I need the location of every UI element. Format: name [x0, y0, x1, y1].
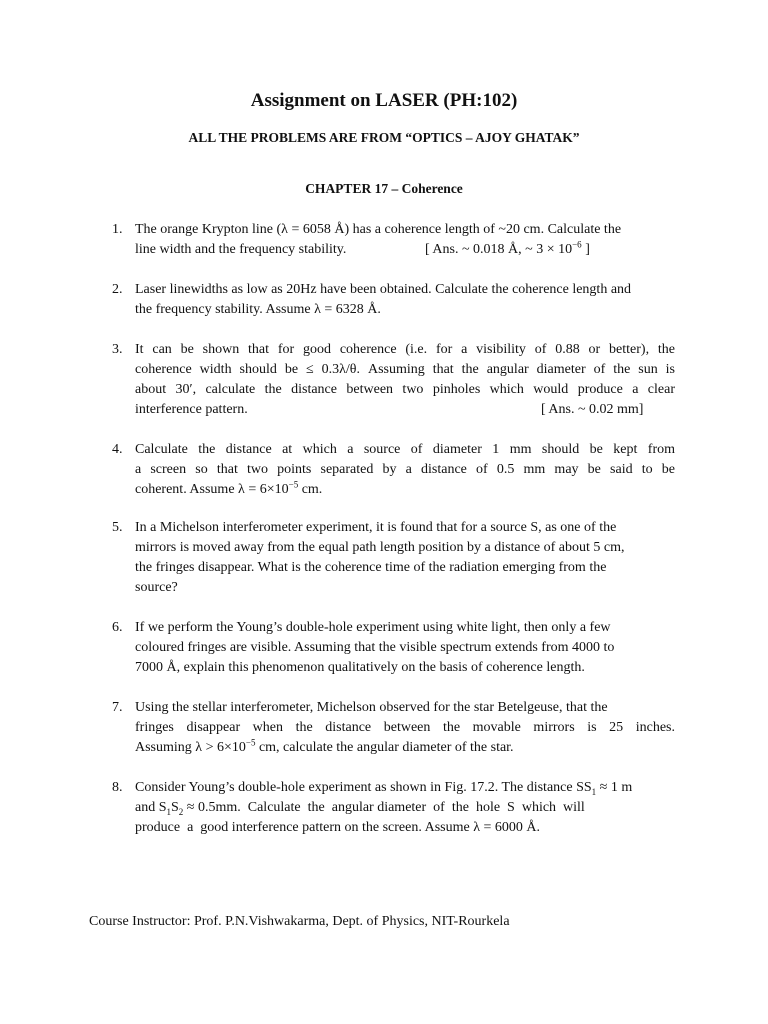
- problem-line: the frequency stability. Assume λ = 6328 Å.: [135, 302, 381, 317]
- problem-text: [135, 340, 675, 420]
- problem-line: coloured fringes are visible. Assuming that the visible spectrum extends from 4000 to: [135, 640, 615, 655]
- problem-number: 6.: [112, 620, 123, 635]
- problem-number: 8.: [112, 780, 123, 795]
- problem-item: [112, 778, 682, 840]
- problem-line: It can be shown that for good coherence (i.e. for a visibility of 0.88 or better), the: [135, 342, 675, 357]
- problem-number: 1.: [112, 222, 123, 237]
- problem-line: Consider Young’s double-hole experiment as shown in Fig. 17.2. The distance $SS_1 \approx 1$ m: [135, 780, 633, 797]
- problem-line: a screen so that two points separated by a distance of 0.5 mm may be said to be: [135, 462, 675, 477]
- problem-number: 4.: [112, 442, 123, 457]
- problem-text: [135, 220, 675, 260]
- chapter-heading: CHAPTER 17 – Coherence: [305, 181, 463, 196]
- problem-item: [112, 440, 682, 502]
- problem-line: produce a good interference pattern on the screen. Assume λ = 6000 Å.: [135, 820, 540, 835]
- problem-line: coherent. Assume $\lambda = 6\times 10^{-5}$ cm.: [135, 479, 323, 497]
- problem-line: Calculate the distance at which a source of diameter 1 mm should be kept from: [135, 442, 675, 457]
- course-instructor-footer: Course Instructor: Prof. P.N.Vishwakarma, Dept. of Physics, NIT-Rourkela: [89, 914, 510, 929]
- problem-line: line width and the frequency stability.: [135, 242, 347, 257]
- problem-text: [135, 518, 675, 598]
- problem-line: In a Michelson interferometer experiment, it is found that for a source S, as one of the: [135, 520, 617, 535]
- answer-text: [ Ans. ~ 0.018 Å, ~ $3 \times 10^{-6}$ ]: [425, 239, 590, 257]
- problem-line: coherence width should be ≤ 0.3λ/θ. Assuming that the angular diameter of the sun is: [135, 362, 675, 377]
- problem-number: 7.: [112, 700, 123, 715]
- problem-line: and $S_1S_2 \approx 0.5mm$. Calculate the angular diameter of the hole S which will: [135, 800, 585, 817]
- problem-item: [112, 518, 682, 600]
- problem-line: 7000 Å, explain this phenomenon qualitatively on the basis of coherence length.: [135, 660, 585, 675]
- problem-line: Laser linewidths as low as 20Hz have been obtained. Calculate the coherence length and: [135, 282, 632, 297]
- problem-line: interference pattern.: [135, 402, 248, 417]
- problem-line: source?: [135, 580, 178, 595]
- problem-number: 2.: [112, 282, 123, 297]
- problem-line: If we perform the Young’s double-hole experiment using white light, then only a few: [135, 620, 611, 635]
- problem-line: Assuming $\lambda > 6\times 10^{-5}$ cm, calculate the angular diameter of the star.: [135, 737, 514, 755]
- problem-item: [112, 220, 682, 262]
- answer-text: [ Ans. ~ 0.02 mm]: [541, 402, 644, 417]
- problem-line: Using the stellar interferometer, Michelson observed for the star Betelgeuse, that the: [135, 700, 608, 715]
- problem-line: about 30′, calculate the distance between two pinholes which would produce a clear: [135, 382, 675, 397]
- problem-text: [135, 440, 675, 500]
- problem-text: [135, 618, 675, 678]
- problem-number: 5.: [112, 520, 123, 535]
- problem-text: [135, 778, 675, 838]
- problem-line: fringes disappear when the distance between the movable mirrors is 25 inches.: [135, 720, 675, 735]
- problem-line: The orange Krypton line (λ = 6058 Å) has a coherence length of ~20 cm. Calculate the: [135, 222, 622, 237]
- problem-line: mirrors is moved away from the equal path length position by a distance of about 5 cm,: [135, 540, 625, 555]
- document-subtitle: ALL THE PROBLEMS ARE FROM “OPTICS – AJOY GHATAK”: [188, 130, 580, 145]
- problem-item: [112, 280, 682, 322]
- problem-item: [112, 618, 682, 680]
- document-title: Assignment on LASER (PH:102): [250, 90, 518, 111]
- problem-item: [112, 698, 682, 760]
- problem-text: [135, 280, 675, 320]
- problem-number: 3.: [112, 342, 123, 357]
- problem-text: [135, 698, 675, 758]
- problem-item: [112, 340, 682, 422]
- problem-line: the fringes disappear. What is the coherence time of the radiation emerging from the: [135, 560, 607, 575]
